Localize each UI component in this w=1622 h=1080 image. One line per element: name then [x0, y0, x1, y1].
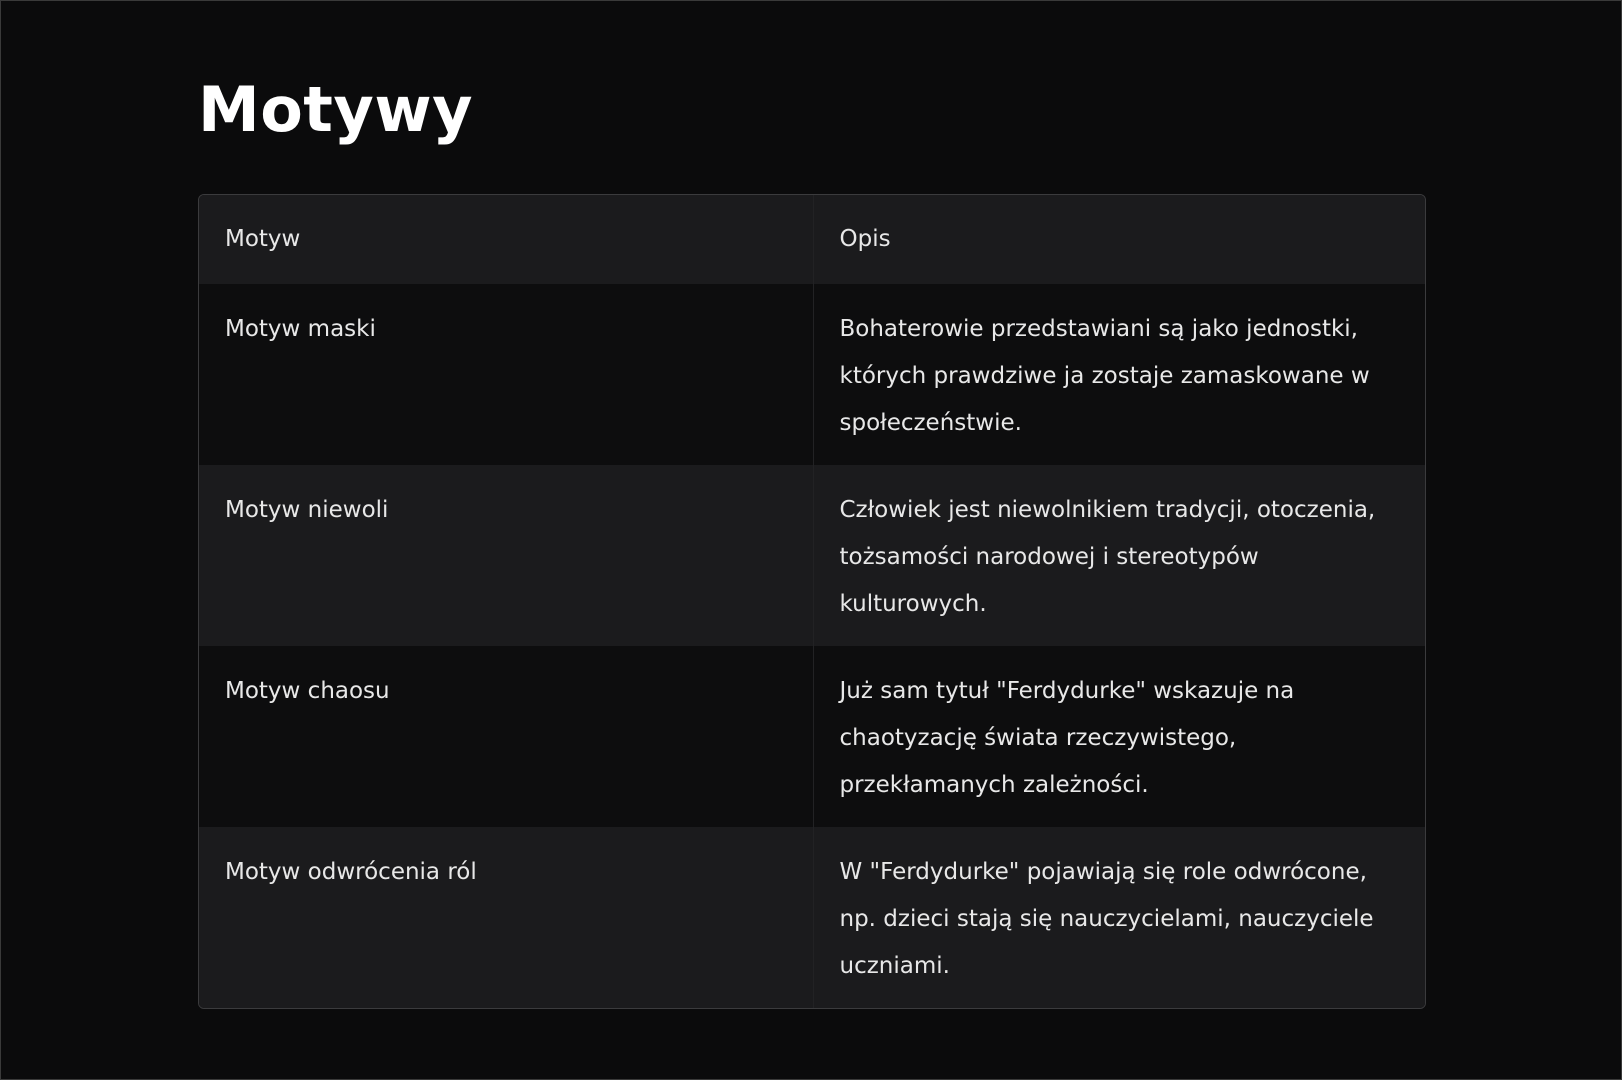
description-text: W "Ferdydurke" pojawiają się role odwrócone, np. dzieci stają się nauczycielami, nauczyciele uczniami. — [839, 859, 1374, 979]
column-header-description: Opis — [813, 195, 1425, 284]
table-row — [199, 465, 1425, 646]
table-row — [199, 284, 1425, 465]
table-row — [199, 646, 1425, 827]
motif-cell: Motyw maski — [199, 284, 813, 465]
motif-cell: Motyw niewoli — [199, 465, 813, 646]
header-row — [199, 195, 1425, 284]
column-header-motif: Motyw — [199, 195, 813, 284]
table-body — [199, 284, 1425, 1008]
description-text: Człowiek jest niewolnikiem tradycji, otoczenia, tożsamości narodowej i stereotypów kulturowych. — [839, 497, 1376, 617]
motifs-table-container — [198, 194, 1426, 1009]
description-cell — [813, 284, 1425, 465]
table-header — [199, 195, 1425, 284]
description-cell — [813, 465, 1425, 646]
page-title: Motywy — [198, 73, 474, 146]
description-text: Bohaterowie przedstawiani są jako jednostki, których prawdziwe ja zostaje zamaskowane w społeczeństwie. — [839, 316, 1370, 436]
motif-cell: Motyw odwrócenia ról — [199, 827, 813, 1008]
description-text: Już sam tytuł "Ferdydurke" wskazuje na chaotyzację świata rzeczywistego, przekłamanych zależności. — [839, 678, 1295, 798]
motifs-table — [199, 195, 1425, 1008]
table-row — [199, 827, 1425, 1008]
motif-cell: Motyw chaosu — [199, 646, 813, 827]
description-cell — [813, 827, 1425, 1008]
description-cell — [813, 646, 1425, 827]
